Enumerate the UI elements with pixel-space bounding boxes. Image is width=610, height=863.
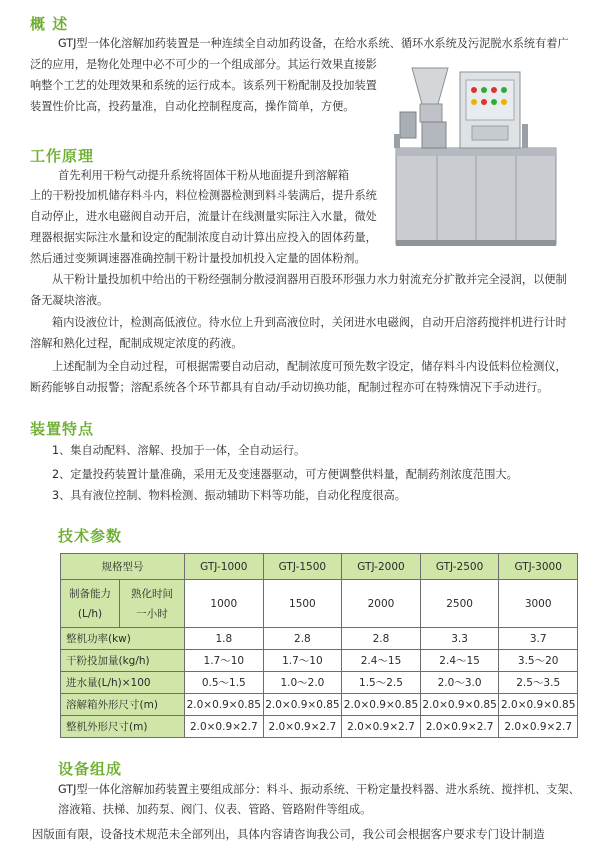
principle-line: 上述配制为全自动过程，可根据需要自动启动，配制浓度可预先数字设定，储存料斗内设低料位检测仪， <box>52 360 567 373</box>
spec-row-label: 整机功率(kw) <box>61 628 185 650</box>
footer-note: 因版面有限，设备技术规范未全部列出，具体内容请咨询我公司，我公司会根据客户要求专门设计制造 <box>32 827 545 841</box>
spec-cell: 3.7 <box>499 628 578 650</box>
spec-cell: 1.7～10 <box>185 650 264 672</box>
spec-row-label: 进水量(L/h)×100 <box>61 672 185 694</box>
spec-cell: 2.0×0.9×0.85 <box>499 694 578 716</box>
spec-row <box>61 716 578 738</box>
spec-cell: 2.4～15 <box>420 650 499 672</box>
capacity-label-b: (L/h) <box>77 607 103 620</box>
spec-cell: 2.0×0.9×0.85 <box>342 694 421 716</box>
capacity-label-a: 制备能力 <box>69 587 111 600</box>
spec-cell: 3.5～20 <box>499 650 578 672</box>
overview-line: 响整个工艺的处理效果和系统的运行成本。该系列干粉配制及投加装置 <box>30 79 377 92</box>
spec-cell: 2.8 <box>342 628 421 650</box>
spec-row <box>61 650 578 672</box>
spec-row <box>61 694 578 716</box>
spec-cell: 1.8 <box>185 628 264 650</box>
spec-cell: 2.0×0.9×2.7 <box>420 716 499 738</box>
overview-line: GTJ型一体化溶解加药装置是一种连续全自动加药设备，在给水系统、循环水系统及污泥脱水系统有着广 <box>58 37 569 50</box>
model-name: GTJ-3000 <box>499 554 578 580</box>
spec-row-label: 干粉投加量(kg/h) <box>61 650 185 672</box>
spec-cell: 1.7～10 <box>263 650 342 672</box>
spec-cell: 3000 <box>499 580 578 628</box>
spec-cell: 2.0×0.9×2.7 <box>185 716 264 738</box>
features-title: 装置特点 <box>30 420 95 438</box>
spec-header-label: 规格型号 <box>61 554 185 580</box>
spec-cell: 2.8 <box>263 628 342 650</box>
principle-line: 然后通过变频调速器准确控制干粉计量投加机投入定量的固体粉剂。 <box>30 252 366 265</box>
feature-item: 1、集自动配料、溶解、投加于一体，全自动运行。 <box>52 444 306 457</box>
spec-header-row <box>61 554 578 580</box>
spec-cell: 1000 <box>185 580 264 628</box>
composition-line: GTJ型一体化溶解加药装置主要组成部分：料斗、振动系统、干粉定量投料器、进水系统、搅拌机、支架、 <box>58 783 580 796</box>
feature-item: 3、具有液位控制、物料检测、振动辅助下料等功能，自动化程度很高。 <box>52 489 406 502</box>
capacity-sublabel <box>120 580 185 628</box>
spec-cell: 3.3 <box>420 628 499 650</box>
spec-cell: 2000 <box>342 580 421 628</box>
principle-line: 理器根据实际注水量和设定的配制浓度自动计算出应投入的固体药量， <box>30 231 377 244</box>
spec-cell: 2.0×0.9×2.7 <box>263 716 342 738</box>
spec-cell: 1500 <box>263 580 342 628</box>
spec-cell: 2.0×0.9×2.7 <box>499 716 578 738</box>
model-name: GTJ-2500 <box>420 554 499 580</box>
composition-line: 溶液箱、扶梯、加药泵、阀门、仪表、管路、管路附件等组成。 <box>58 803 372 816</box>
principle-line: 溶解和熟化过程，配制成规定浓度的药液。 <box>30 337 243 350</box>
overview-title: 概 述 <box>30 15 69 33</box>
spec-cell: 2.0×0.9×2.7 <box>342 716 421 738</box>
overview-line: 泛的应用，是物化处理中必不可少的一个组成部分。其运行效果直接影 <box>30 58 377 71</box>
principle-line: 从干粉计量投加机中给出的干粉经强制分散浸润器用百股环形强力水力射流充分扩散并完全浸润，以便制 <box>52 273 567 286</box>
specs-title: 技术参数 <box>58 527 123 545</box>
model-name: GTJ-1000 <box>185 554 264 580</box>
spec-row <box>61 672 578 694</box>
principle-line: 上的干粉投加机储存料斗内，料位检测器检测到料斗装满后，提升系统 <box>30 189 377 202</box>
dosing-device-image <box>392 64 560 250</box>
overview-line: 装置性价比高，投药量准，自动化控制程度高，操作简单，方便。 <box>30 100 355 113</box>
spec-cell: 0.5～1.5 <box>185 672 264 694</box>
principle-line: 断药能够自动报警；溶配系统各个环节都具有自动/手动切换功能，配制过程亦可在特殊情况下手动进行。 <box>30 381 549 394</box>
spec-cell: 1.0～2.0 <box>263 672 342 694</box>
spec-cell: 2.0×0.9×0.85 <box>420 694 499 716</box>
spec-row-capacity <box>61 580 578 628</box>
spec-cell: 2.4～15 <box>342 650 421 672</box>
composition-title: 设备组成 <box>58 760 123 778</box>
spec-row-label: 整机外形尺寸(m) <box>61 716 185 738</box>
spec-row <box>61 628 578 650</box>
spec-cell: 2.0×0.9×0.85 <box>263 694 342 716</box>
principle-line: 自动停止，进水电磁阀自动开启，流量计在线测量实际注入水量，微处 <box>30 210 377 223</box>
principle-title: 工作原理 <box>30 147 95 165</box>
principle-line: 备无凝块溶液。 <box>30 294 109 307</box>
spec-row-label: 溶解箱外形尺寸(m) <box>61 694 185 716</box>
spec-cell: 2.5～3.5 <box>499 672 578 694</box>
capacity-label <box>61 580 120 628</box>
feature-item: 2、定量投药装置计量准确，采用无及变速器驱动，可方便调整供料量，配制药剂浓度范围大。 <box>52 468 518 481</box>
principle-line: 箱内设液位计，检测高低液位。待水位上升到高液位时，关闭进水电磁阀，自动开启溶药搅拌机进行计时 <box>52 316 567 329</box>
spec-cell: 2.0～3.0 <box>420 672 499 694</box>
spec-cell: 2500 <box>420 580 499 628</box>
capacity-sub-b: 一小时 <box>136 607 168 620</box>
model-name: GTJ-2000 <box>342 554 421 580</box>
spec-table <box>60 553 578 738</box>
spec-cell: 1.5～2.5 <box>342 672 421 694</box>
spec-cell: 2.0×0.9×0.85 <box>185 694 264 716</box>
capacity-sub-a: 熟化时间 <box>131 587 173 600</box>
principle-line: 首先利用干粉气动提升系统将固体干粉从地面提升到溶解箱 <box>58 169 349 182</box>
model-name: GTJ-1500 <box>263 554 342 580</box>
